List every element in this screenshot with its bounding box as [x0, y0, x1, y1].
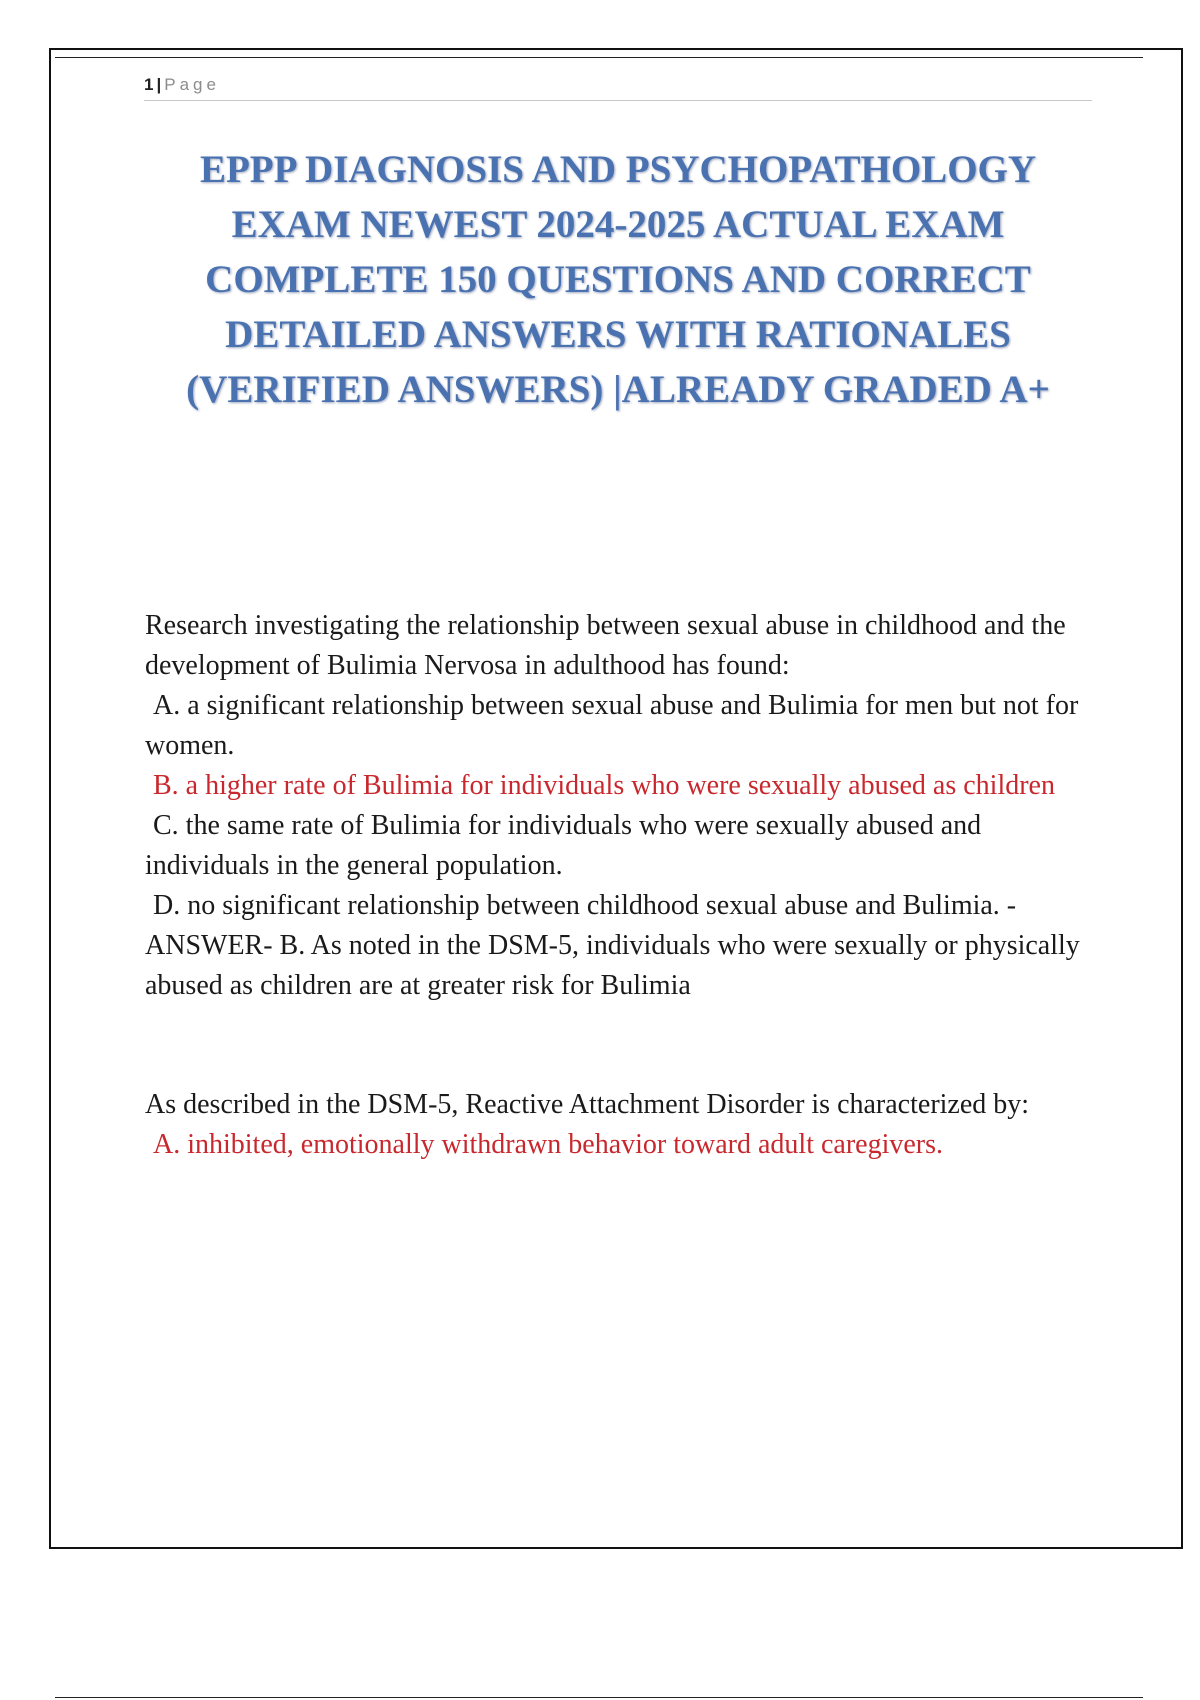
top-rule	[55, 57, 1143, 58]
title-line: (VERIFIED ANSWERS) |ALREADY GRADED A+	[186, 368, 1050, 411]
answer-option-d-with-rationale: D. no significant relationship between childhood sexual abuse and Bulimia. - ANSWER- B. As noted in the DSM-5, individuals who were sexually or physically abused as children are at greater risk for Bulimia	[145, 890, 1080, 1001]
answer-option-b-correct: B. a higher rate of Bulimia for individuals who were sexually abused as children	[153, 770, 1055, 801]
page-number: 1	[144, 75, 154, 94]
title-line: DETAILED ANSWERS WITH RATIONALES	[225, 313, 1011, 356]
answer-option-c: C. the same rate of Bulimia for individuals who were sexually abused and individuals in the general population.	[145, 810, 982, 881]
question-content	[145, 606, 1085, 1165]
document-title	[130, 142, 1106, 417]
answer-option-a: A. a significant relationship between sexual abuse and Bulimia for men but not for women.	[145, 690, 1079, 761]
title-line: EPPP DIAGNOSIS AND PSYCHOPATHOLOGY	[199, 148, 1037, 191]
page-label: Page	[164, 75, 220, 94]
question-block-1	[145, 606, 1085, 1006]
question-stem: Research investigating the relationship between sexual abuse in childhood and the development of Bulimia Nervosa in adulthood has found:	[145, 610, 1066, 681]
page-separator: |	[156, 75, 162, 94]
title-line: COMPLETE 150 QUESTIONS AND CORRECT	[205, 258, 1031, 301]
answer-option-a-correct: A. inhibited, emotionally withdrawn behavior toward adult caregivers.	[153, 1129, 944, 1160]
title-line: EXAM NEWEST 2024-2025 ACTUAL EXAM	[231, 203, 1005, 246]
page-header	[144, 74, 1092, 101]
question-stem: As described in the DSM-5, Reactive Attachment Disorder is characterized by:	[145, 1089, 1030, 1120]
question-block-2	[145, 1085, 1085, 1165]
bottom-rule	[55, 1697, 1143, 1698]
